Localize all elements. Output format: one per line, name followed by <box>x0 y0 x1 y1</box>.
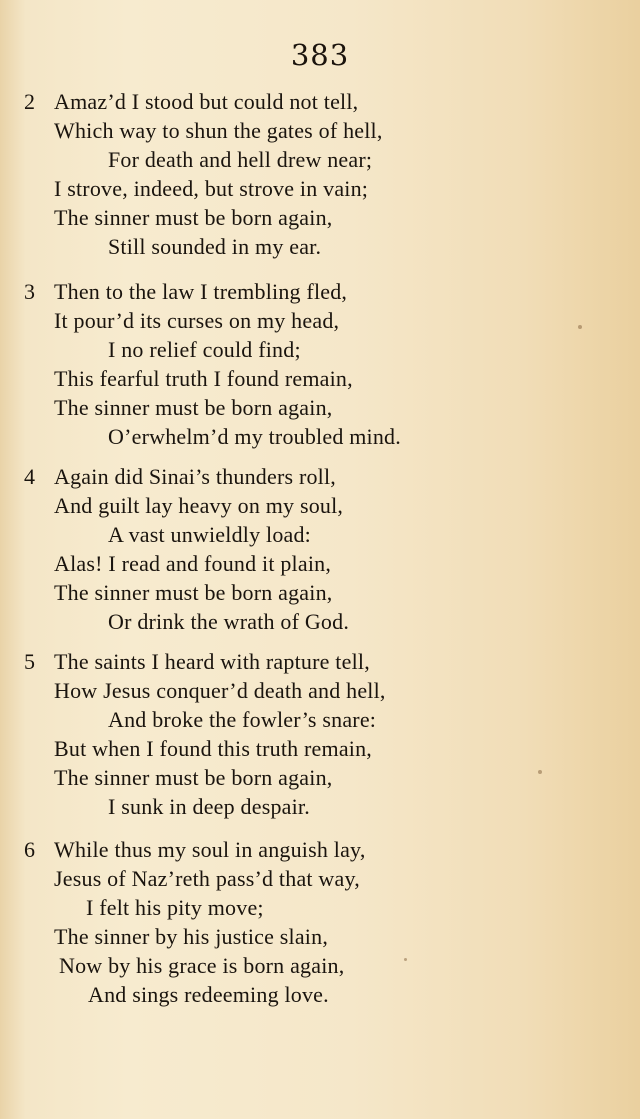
verse-line: Which way to shun the gates of hell, <box>54 118 383 143</box>
verse-line: Then to the law I trembling fled, <box>54 279 348 304</box>
verse-line: Still sounded in my ear. <box>108 234 322 259</box>
page-number: 383 <box>290 38 350 72</box>
verse-line: Alas! I read and found it plain, <box>54 551 332 576</box>
verse-line: This fearful truth I found remain, <box>54 366 353 391</box>
verse-line: I felt his pity move; <box>86 895 264 920</box>
verse-line: It pour’d its curses on my head, <box>54 308 340 333</box>
verse-line: For death and hell drew near; <box>108 147 373 172</box>
verse-line: And sings redeeming love. <box>88 982 329 1007</box>
stanza-number: 3 <box>24 279 35 304</box>
paper-speck <box>578 325 582 329</box>
verse-line: The sinner must be born again, <box>54 580 333 605</box>
verse-line: And broke the fowler’s snare: <box>108 707 377 732</box>
verse-line: I no relief could find; <box>108 337 301 362</box>
verse-line: Now by his grace is born again, <box>59 953 345 978</box>
verse-line: The sinner must be born again, <box>54 395 333 420</box>
verse-line: Amaz’d I stood but could not tell, <box>54 89 359 114</box>
verse-line: Or drink the wrath of God. <box>108 609 350 634</box>
verse-line: How Jesus conquer’d death and hell, <box>54 678 386 703</box>
verse-line: The sinner must be born again, <box>54 765 333 790</box>
stanza-number: 6 <box>24 837 35 862</box>
verse-line: I sunk in deep despair. <box>108 794 310 819</box>
verse-line: While thus my soul in anguish lay, <box>54 837 366 862</box>
verse-line: The sinner by his justice slain, <box>54 924 329 949</box>
paper-speck <box>538 770 542 774</box>
verse-line: I strove, indeed, but strove in vain; <box>54 176 369 201</box>
paper-speck <box>404 958 407 961</box>
verse-line: And guilt lay heavy on my soul, <box>54 493 344 518</box>
verse-line: The saints I heard with rapture tell, <box>54 649 370 674</box>
verse-line: A vast unwieldly load: <box>108 522 311 547</box>
stanza-number: 2 <box>24 89 35 114</box>
verse-line: Jesus of Naz’reth pass’d that way, <box>54 866 360 891</box>
stanza-number: 4 <box>24 464 35 489</box>
stanza-number: 5 <box>24 649 35 674</box>
verse-line: But when I found this truth remain, <box>54 736 373 761</box>
verse-line: Again did Sinai’s thunders roll, <box>54 464 336 489</box>
verse-line: O’erwhelm’d my troubled mind. <box>108 424 401 449</box>
verse-line: The sinner must be born again, <box>54 205 333 230</box>
